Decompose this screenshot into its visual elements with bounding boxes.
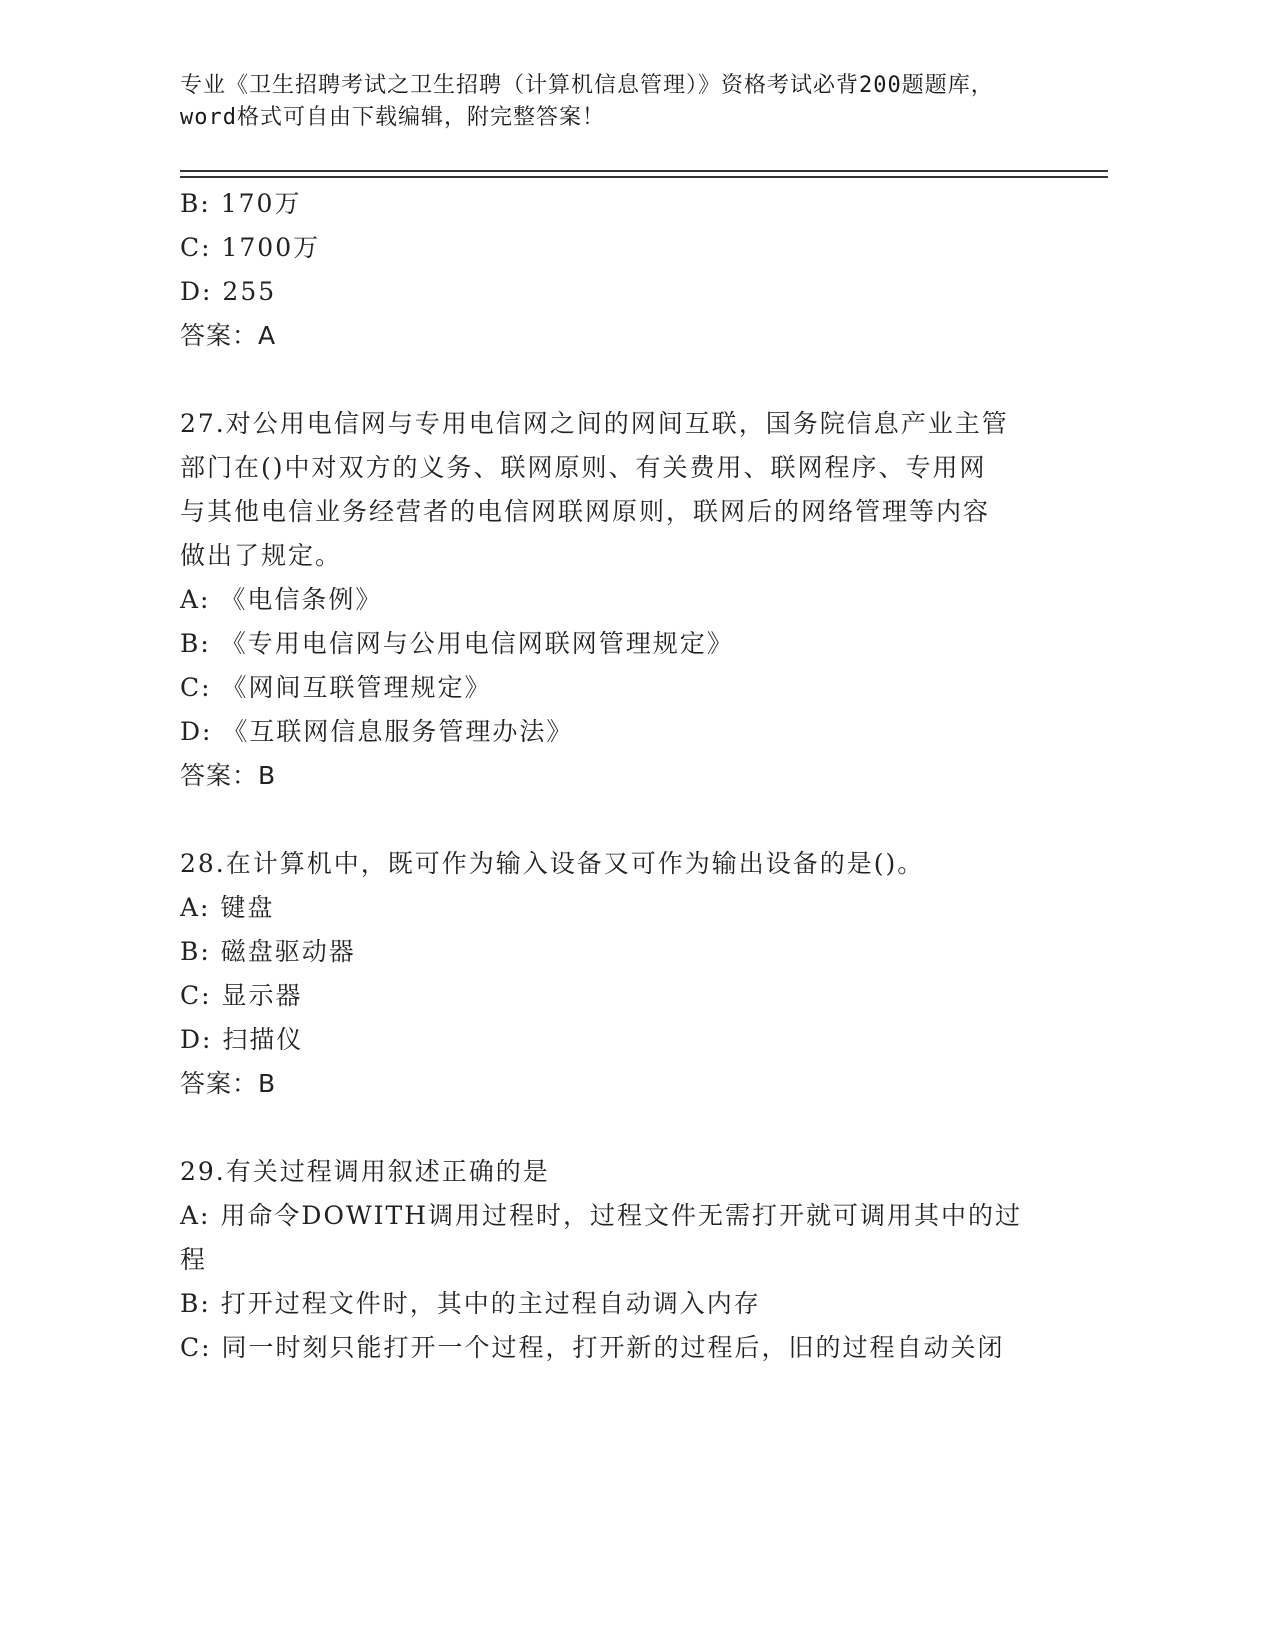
option-b: B: 打开过程文件时，其中的主过程自动调入内存 bbox=[180, 1289, 761, 1318]
option-d: D: 255 bbox=[180, 277, 277, 306]
question-stem-line: 部门在()中对双方的义务、联网原则、有关费用、联网程序、专用网 bbox=[180, 453, 987, 482]
answer-line: 答案：A bbox=[180, 321, 277, 350]
option-b: B: 170万 bbox=[180, 189, 302, 218]
option-d: D: 扫描仪 bbox=[180, 1025, 304, 1054]
header-line-2: word格式可自由下载编辑，附完整答案！ bbox=[180, 105, 605, 130]
question-content bbox=[180, 182, 1040, 1370]
answer-line: 答案：B bbox=[180, 761, 277, 790]
option-d: D: 《互联网信息服务管理办法》 bbox=[180, 717, 574, 746]
header-line-1: 专业《卫生招聘考试之卫生招聘（计算机信息管理）》资格考试必背200题题库， bbox=[180, 73, 994, 98]
question-28 bbox=[180, 842, 1040, 1106]
option-c: C: 同一时刻只能打开一个过程，打开新的过程后，旧的过程自动关闭 bbox=[180, 1333, 1005, 1362]
question-29 bbox=[180, 1150, 1040, 1370]
option-a: A: 键盘 bbox=[180, 893, 275, 922]
option-a: A: 用命令DOWITH调用过程时，过程文件无需打开就可调用其中的过 bbox=[180, 1201, 1023, 1230]
header-divider-top bbox=[180, 170, 1108, 172]
spacer bbox=[180, 798, 1040, 842]
option-c: C: 《网间互联管理规定》 bbox=[180, 673, 492, 702]
option-c: C: 1700万 bbox=[180, 233, 321, 262]
question-stem-line: 28.在计算机中，既可作为输入设备又可作为输出设备的是()。 bbox=[180, 849, 925, 878]
header-divider-bottom bbox=[180, 176, 1108, 178]
question-stem-line: 27.对公用电信网与专用电信网之间的网间互联，国务院信息产业主管 bbox=[180, 409, 1009, 438]
spacer bbox=[180, 358, 1040, 402]
document-header bbox=[180, 70, 1040, 134]
spacer bbox=[180, 1106, 1040, 1150]
option-b: B: 《专用电信网与公用电信网联网管理规定》 bbox=[180, 629, 734, 658]
question-stem-line: 与其他电信业务经营者的电信网联网原则，联网后的网络管理等内容 bbox=[180, 497, 991, 526]
question-stem-line: 做出了规定。 bbox=[180, 541, 343, 570]
option-c: C: 显示器 bbox=[180, 981, 303, 1010]
option-b: B: 磁盘驱动器 bbox=[180, 937, 356, 966]
question-stem-line: 29.有关过程调用叙述正确的是 bbox=[180, 1157, 550, 1186]
option-a-continued: 程 bbox=[180, 1245, 208, 1274]
option-a: A: 《电信条例》 bbox=[180, 585, 383, 614]
question-27 bbox=[180, 402, 1040, 798]
answer-line: 答案：B bbox=[180, 1069, 277, 1098]
question-26-continued bbox=[180, 182, 1040, 358]
